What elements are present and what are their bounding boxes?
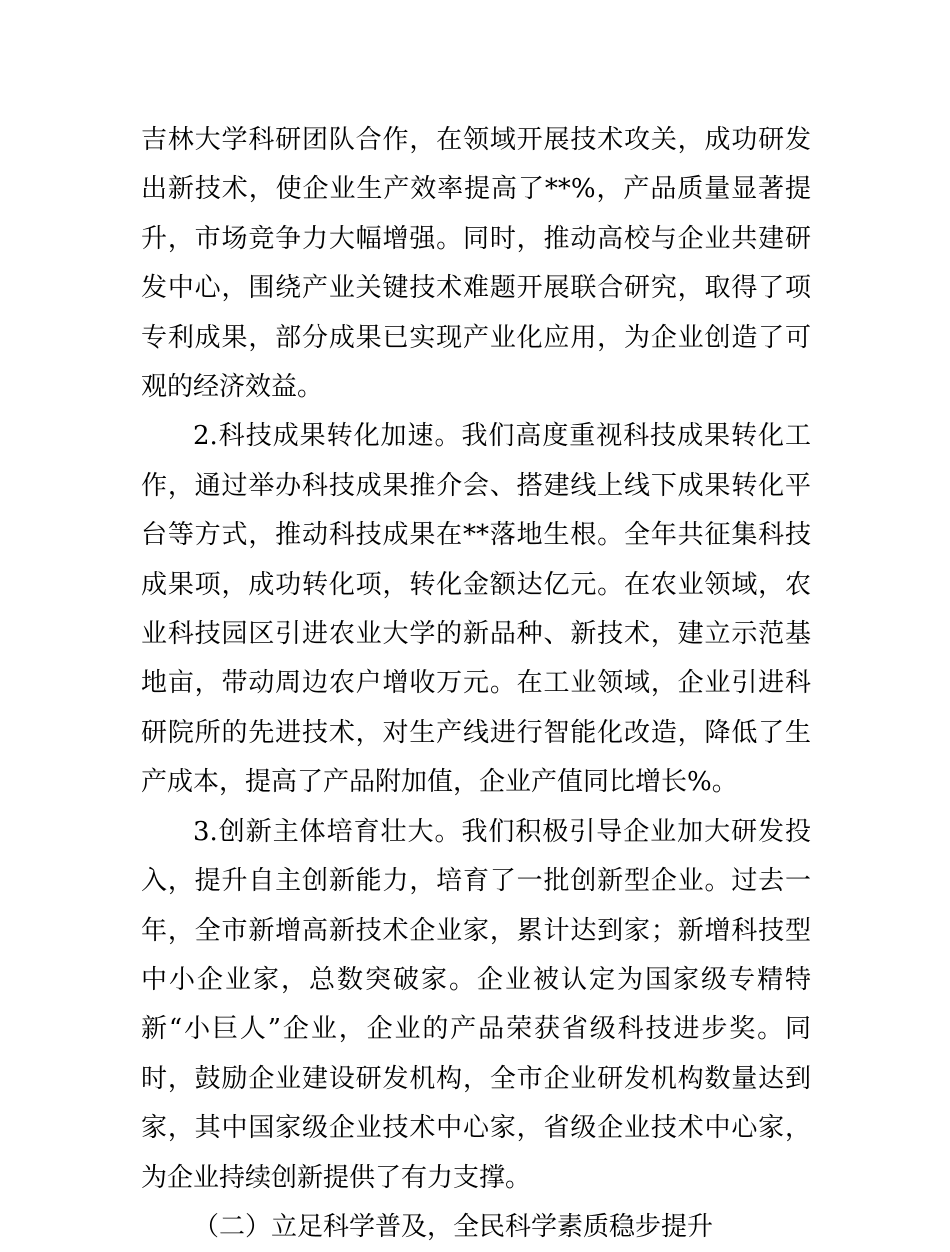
paragraph-continuation: 吉林大学科研团队合作，在领域开展技术攻关，成功研发出新技术，使企业生产效率提高了**%，产品质量显著提升，市场竞争力大幅增强。同时，推动高校与企业共建研发中心，围绕产业关键技术难题开展联合研究，取得了项专利成果，部分成果已实现产业化应用，为企业创造了可观的经济效益。 <box>141 125 811 403</box>
paragraph-innovation-entities: 3.创新主体培育壮大。我们积极引导企业加大研发投入，提升自主创新能力，培育了一批创新型企业。过去一年，全市新增高新技术企业家，累计达到家；新增科技型中小企业家，总数突破家。企业被认定为国家级专精特新“小巨人”企业，企业的产品荣获省级科技进步奖。同时，鼓励企业建设研发机构，全市企业研发机构数量达到家，其中国家级企业技术中心家，省级企业技术中心家，为企业持续创新提供了有力支撑。 <box>141 816 811 1193</box>
document-body <box>141 116 811 1252</box>
section-subheading: （二）立足科学普及，全民科学素质稳步提升 <box>193 1211 714 1242</box>
paragraph-tech-transfer: 2.科技成果转化加速。我们高度重视科技成果转化工作，通过举办科技成果推介会、搭建线上线下成果转化平台等方式，推动科技成果在**落地生根。全年共征集科技成果项，成功转化项，转化金额达亿元。在农业领域，农业科技园区引进农业大学的新品种、新技术，建立示范基地亩，带动周边农户增收万元。在工业领域，企业引进科研院所的先进技术，对生产线进行智能化改造，降低了生产成本，提高了产品附加值，企业产值同比增长%。 <box>141 421 811 798</box>
